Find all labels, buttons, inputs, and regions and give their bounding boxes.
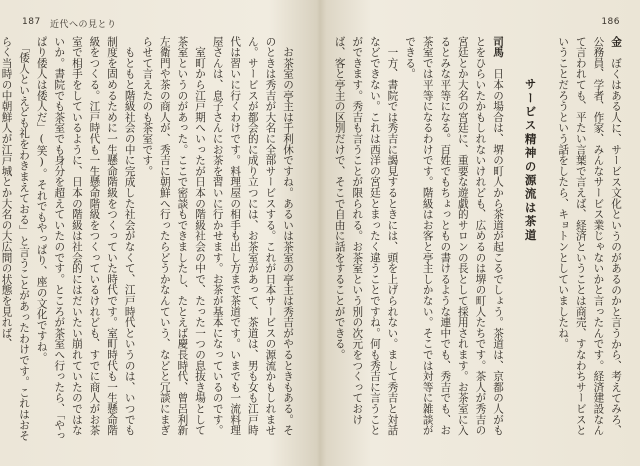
left-paragraph-3 <box>32 36 138 446</box>
left-page-body <box>0 36 296 446</box>
left-paragraph-1 <box>208 36 296 446</box>
paragraph-text: 「倭人といえども礼をわきまえておる」と言うことがあったわけです。これはおそらく当時の中朝鮮人が江戸城とか大名の大広間の状態を見れば、 <box>0 36 31 442</box>
left-paragraph-2 <box>138 36 208 446</box>
right-page <box>320 0 640 466</box>
right-page-body <box>326 36 624 446</box>
right-page-number: 186 <box>601 17 620 27</box>
paragraph-text: もともと階級社会の中に完成した社会がなくて、江戸時代というのは、いつでも制度を固めるために一生懸命階級をつくっていた時代です。室町時代も一生懸命階級をつくる。江戸時代も一生懸命階級をつくっているけれども、すでに商人がお茶室で相手をしているように、日本の階級は社会的にはだいたい崩れていたのではないか。書院でも茶室でも身分を超えていたのです。ところが茶室へ行ったら、「やっぱり倭人は倭人だ」(笑)。それでもやっぱり、座の文化ですね。 <box>35 36 136 442</box>
left-running-head: 近代への見とり <box>50 20 117 30</box>
right-paragraph-3 <box>330 36 400 446</box>
speaker-label: 司馬 <box>492 36 505 58</box>
right-paragraph-1 <box>554 36 624 446</box>
right-paragraph-2 <box>400 36 506 446</box>
left-page-number: 187 <box>22 17 41 27</box>
speaker-label: 金 <box>610 36 622 47</box>
paragraph-text: お茶室の亭主は千利休ですね。あるいは茶室の亭主は秀吉がやるときもある。そのときは秀吉が大名に全部サービスする。これが日本サービスの源流かもしれません。サービスが都会的に成り立つには、お茶室があって、茶道は、男も女も江戸時代は習いに行くわけです。料理屋の相手も出し方まで茶道です。いまでも一流料理屋さんは、息子さんにお茶を習いに行かせます。お茶が基本になっているのです。 <box>211 36 294 436</box>
paragraph-text: 一方、書院では秀吉に謁見するときには、頭を上げられない。まして秀吉と対話などできない。これは西洋の宮廷とまったく違うことですね。何も秀吉に言うことができます。秀吉も言うことが限られる。お茶室という別の次元をつくっておけば、客と亭主の区別だけで、そこで自由に話をすることができる。 <box>333 36 399 436</box>
left-paragraph-4 <box>0 36 32 446</box>
paragraph-text: ぼくはある人に、サービス文化というのがあるのかと言うから、考えてみろ、公務員、学者、作家、みんなサービス業じゃないかと言ったんです。経済建設なんて言われても、平たい言葉で言えば、経済ということは商売、すなわちサービスということだろうという話をしたら、キョトンとしていましたね。 <box>557 36 622 436</box>
paragraph-text: 室町から江戸期へいったが日本の階級社会の中で、たった一つの息抜き場として茶室というのがあった。ここで密談もできましたし、たとえば慶長時代、曾呂利新左衛門や茶の商人が、秀吉に朝鮮へ行ったらどうかなんていう、などと冗談にまぎらせて言えたのも茶室です。 <box>141 36 207 436</box>
section-heading: サービス精神の源流は茶道 <box>523 78 538 243</box>
paragraph-text: 日本の場合は、堺の町人から茶道が起こるでしょう。茶道は、京都の人がもとをひらいたかもしれないけれども、広めるのは堺の町人たちです。茶人が秀吉の宮廷とか大名の宮廷に、重要な遊戯的サロンの長として採用されます。お茶室に入るとみな平等になる。百姓でもちょっともの書けるような連中でも、秀吉でも、お茶室では平等になるわけです。階級はお客と亭主しかない。そこでは対等に雑談ができる。 <box>404 36 505 436</box>
